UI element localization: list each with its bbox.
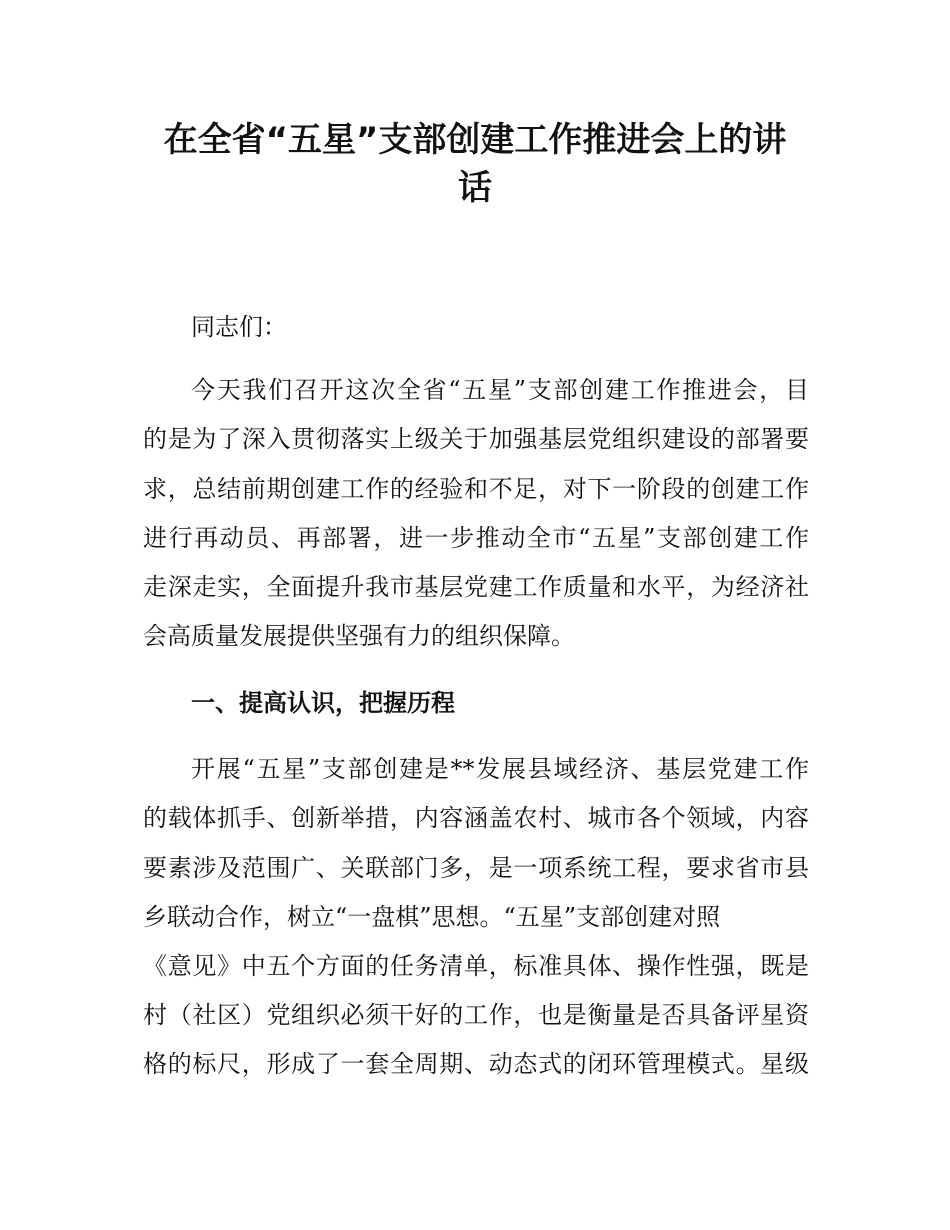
paragraph-1-line: 今天我们召开这次全省“五星”支部创建工作推进会，目 (191, 376, 809, 404)
document-title-line-2: 话 (458, 168, 492, 208)
paragraph-1-line: 进行再动员、再部署，进一步推动全市“五星”支部创建工作 (143, 524, 809, 552)
paragraph-1-line: 的是为了深入贯彻落实上级关于加强基层党组织建设的部署要 (143, 425, 809, 453)
paragraph-2-line: 村（社区）党组织必须干好的工作，也是衡量是否具备评星资 (143, 1001, 809, 1029)
paragraph-2-line: 格的标尺，形成了一套全周期、动态式的闭环管理模式。星级 (143, 1050, 809, 1078)
document-title-line-1: 在全省“五星”支部创建工作推进会上的讲 (163, 120, 787, 160)
paragraph-1-line: 会高质量发展提供坚强有力的组织保障。 (143, 622, 575, 650)
section-1-heading: 一、提高认识，把握历程 (191, 689, 455, 717)
paragraph-1-line: 走深走实，全面提升我市基层党建工作质量和水平，为经济社 (143, 573, 809, 601)
paragraph-2-line: 的载体抓手、创新举措，内容涵盖农村、城市各个领域，内容 (143, 804, 809, 832)
paragraph-1-line: 求，总结前期创建工作的经验和不足，对下一阶段的创建工作 (143, 475, 809, 503)
paragraph-2-line: 乡联动合作，树立“一盘棋”思想。“五星”支部创建对照 (143, 903, 721, 931)
paragraph-2-line: 《意见》中五个方面的任务清单，标准具体、操作性强，既是 (143, 952, 809, 980)
paragraph-2-line: 开展“五星”支部创建是**发展县域经济、基层党建工作 (191, 755, 809, 783)
salutation: 同志们： (191, 313, 287, 341)
paragraph-2-line: 要素涉及范围广、关联部门多，是一项系统工程，要求省市县 (143, 854, 809, 882)
